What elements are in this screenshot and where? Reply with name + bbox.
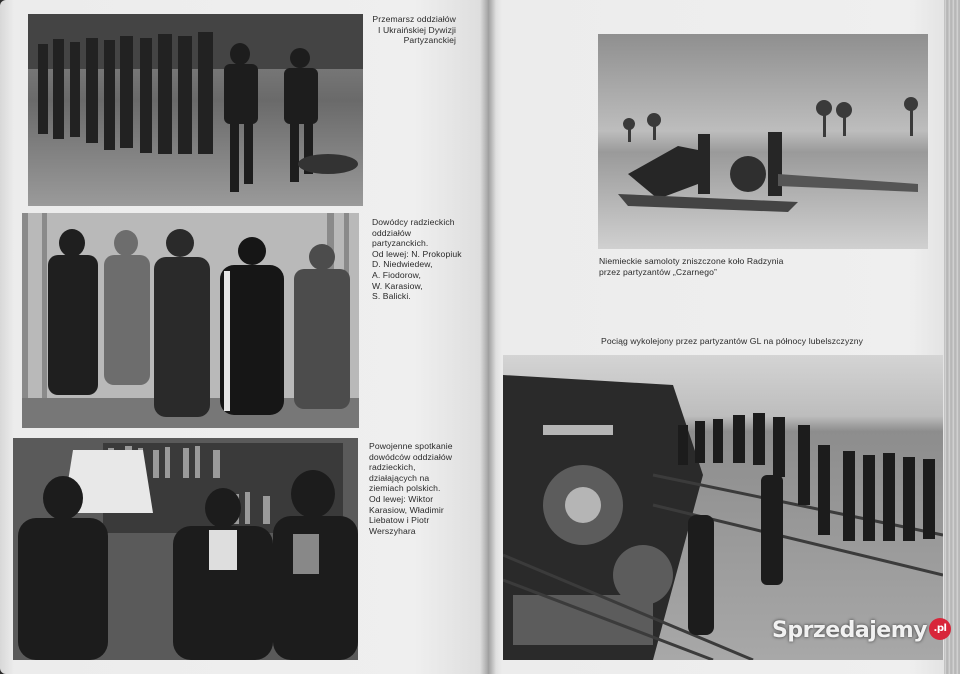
photo-derailed-train (503, 355, 943, 660)
photo-destroyed-planes (598, 34, 928, 249)
caption-commanders: Dowódcy radzieckich oddziałów partyzanckich. Od lewej: N. Prokopiuk D. Niedwiedew, A. Fiodorow, W. Karasiow, S. Balicki. (372, 217, 462, 302)
photo-partisans-march (28, 14, 363, 206)
caption-meeting: Powojenne spotkanie dowódców oddziałów radzieckich, działających na ziemiach polskich. Od lewej: Wiktor Karasiow, Władimir Liebatow i Piotr Werszyhara (369, 441, 453, 536)
photo-commanders (22, 213, 359, 428)
page-edges (944, 0, 960, 674)
sprzedajemy-watermark (772, 618, 951, 643)
watermark-badge: .pl (929, 618, 951, 640)
caption-destroyed-planes: Niemieckie samoloty zniszczone koło Radzynia przez partyzantów „Czarnego” (599, 256, 784, 277)
caption-partisans-march: Przemarsz oddziałów I Ukraińskiej Dywizji Partyzanckiej (372, 14, 456, 46)
caption-derailed-train: Pociąg wykolejony przez partyzantów GL na północy lubelszczyzny (601, 336, 864, 346)
book-spine (480, 0, 496, 674)
watermark-text: Sprzedajemy (772, 618, 927, 643)
photo-meeting (13, 438, 358, 660)
